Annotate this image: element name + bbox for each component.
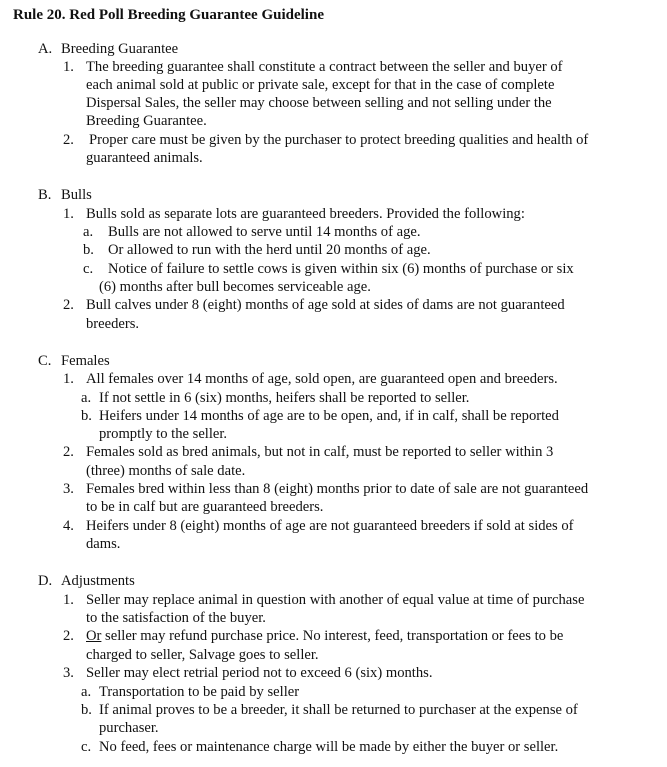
c-item-1-line: All females over 14 months of age, sold open, are guaranteed open and breeders. xyxy=(86,371,558,387)
b-1-sub-c-text: Notice of failure to settle cows is given within six (6) months of purchase or six xyxy=(108,261,574,277)
a-item-2-line: guaranteed animals. xyxy=(86,150,203,166)
section-a-letter: A. xyxy=(38,41,53,57)
d-item-2-number: 2. xyxy=(63,628,74,644)
b-1-sub-c-text: (6) months after bull becomes serviceable age. xyxy=(99,279,371,295)
d-3-sub-c-label: c. xyxy=(81,739,92,755)
a-item-2-number: 2. xyxy=(63,132,74,148)
b-item-1-number: 1. xyxy=(63,206,74,222)
b-1-sub-a-text: Bulls are not allowed to serve until 14 months of age. xyxy=(108,224,421,240)
section-d-heading: Adjustments xyxy=(61,573,135,589)
page-title: Rule 20. Red Poll Breeding Guarantee Guideline xyxy=(13,7,324,23)
c-item-4-number: 4. xyxy=(63,518,74,534)
c-1-sub-a-text: If not settle in 6 (six) months, heifers shall be reported to seller. xyxy=(99,390,470,406)
a-item-1-number: 1. xyxy=(63,59,74,75)
c-item-1-number: 1. xyxy=(63,371,74,387)
a-item-1-line: each animal sold at public or private sale, except for that in the case of complete xyxy=(86,77,555,93)
d-3-sub-b-text: purchaser. xyxy=(99,720,159,736)
c-item-3-line: Females bred within less than 8 (eight) months prior to date of sale are not guaranteed xyxy=(86,481,589,497)
d-3-sub-a-label: a. xyxy=(81,684,92,700)
b-1-sub-a-label: a. xyxy=(83,224,94,240)
b-item-1-line: Bulls sold as separate lots are guaranteed breeders. Provided the following: xyxy=(86,206,525,222)
b-item-2-line: breeders. xyxy=(86,316,140,332)
b-item-2-number: 2. xyxy=(63,297,74,313)
b-1-sub-b-text: Or allowed to run with the herd until 20 months of age. xyxy=(108,242,431,258)
section-b-letter: B. xyxy=(38,187,52,203)
a-item-1-line: Dispersal Sales, the seller may choose between selling and not selling under the xyxy=(86,95,552,111)
section-a-heading: Breeding Guarantee xyxy=(61,41,179,57)
c-item-3-line: to be in calf but are guaranteed breeders. xyxy=(86,499,324,515)
c-item-4-line: dams. xyxy=(86,536,121,552)
a-item-1-line: The breeding guarantee shall constitute a contract between the seller and buyer of xyxy=(86,59,563,75)
b-1-sub-c-label: c. xyxy=(83,261,94,277)
d-item-2-first-line xyxy=(86,627,563,645)
d-item-2-line: charged to seller, Salvage goes to seller. xyxy=(86,647,319,663)
section-d-letter: D. xyxy=(38,573,53,589)
d-3-sub-b-label: b. xyxy=(81,702,92,718)
c-1-sub-b-text: promptly to the seller. xyxy=(99,426,228,442)
section-c-letter: C. xyxy=(38,353,52,369)
section-c-heading: Females xyxy=(61,353,110,369)
b-1-sub-b-label: b. xyxy=(83,242,94,258)
d-item-2-or-underlined: Or xyxy=(86,628,102,644)
d-item-3-line: Seller may elect retrial period not to exceed 6 (six) months. xyxy=(86,665,433,681)
a-item-1-line: Breeding Guarantee. xyxy=(86,113,207,129)
d-3-sub-b-text: If animal proves to be a breeder, it shall be returned to purchaser at the expense of xyxy=(99,702,578,718)
c-1-sub-b-label: b. xyxy=(81,408,92,424)
c-item-4-line: Heifers under 8 (eight) months of age are not guaranteed breeders if sold at sides of xyxy=(86,518,574,534)
b-item-2-line: Bull calves under 8 (eight) months of age sold at sides of dams are not guaranteed xyxy=(86,297,565,313)
d-item-2-line: seller may refund purchase price. No interest, feed, transportation or fees to be xyxy=(101,628,564,644)
d-3-sub-a-text: Transportation to be paid by seller xyxy=(99,684,300,700)
c-1-sub-b-text: Heifers under 14 months of age are to be open, and, if in calf, shall be reported xyxy=(99,408,559,424)
c-item-3-number: 3. xyxy=(63,481,74,497)
section-b-heading: Bulls xyxy=(61,187,92,203)
d-item-1-number: 1. xyxy=(63,592,74,608)
d-item-1-line: Seller may replace animal in question with another of equal value at time of purchase xyxy=(86,592,585,608)
c-item-2-number: 2. xyxy=(63,444,74,460)
d-3-sub-c-text: No feed, fees or maintenance charge will be made by either the buyer or seller. xyxy=(99,739,559,755)
d-item-1-line: to the satisfaction of the buyer. xyxy=(86,610,266,626)
c-1-sub-a-label: a. xyxy=(81,390,92,406)
c-item-2-line: Females sold as bred animals, but not in calf, must be reported to seller within 3 xyxy=(86,444,554,460)
d-item-3-number: 3. xyxy=(63,665,74,681)
a-item-2-line: Proper care must be given by the purchaser to protect breeding qualities and health of xyxy=(89,132,589,148)
c-item-2-line: (three) months of sale date. xyxy=(86,463,246,479)
